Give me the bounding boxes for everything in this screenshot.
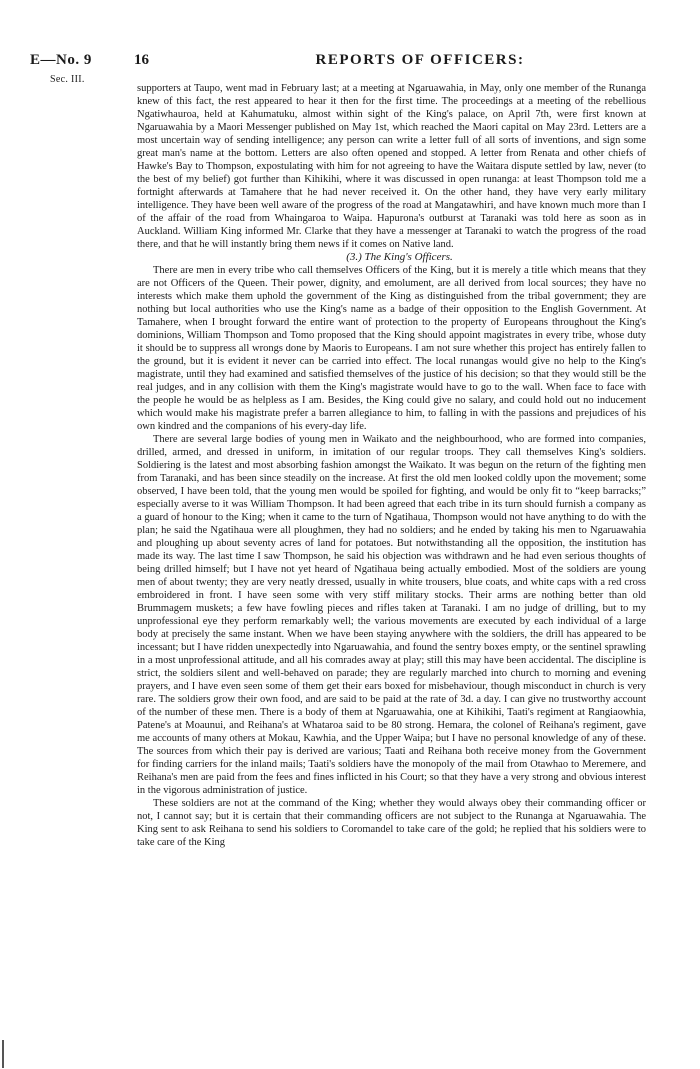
page-title: REPORTS OF OFFICERS: bbox=[315, 52, 525, 68]
paragraph-4: These soldiers are not at the command of the King; whether they would always obey their commanding officer or not, I cannot say; but it is certain that their commanding officers are not subject to the Runanga at Ngaruawahia. The King sent to ask Reihana to send his soldiers to Coromandel to take care of the gold; he replied that his soldiers were to take care of the King bbox=[137, 798, 646, 848]
section-heading: (3.) The King's Officers. bbox=[346, 251, 453, 263]
document-id: E—No. 9 bbox=[30, 52, 92, 68]
paragraph-2: There are men in every tribe who call themselves Officers of the King, but it is merely a title which means that they are not Officers of the Queen. Their power, dignity, and emolument, are all derived from local sources; they have no interests which make them uphold the government of the King as distinguished from the tribal government; they are nothing but local authorities who use the King's name as a badge of their opposition to the English Government. At Tamahere, when I brought forward the entire want of protection to the property of Europeans throughout the King's dominions, William Thompson and Tomo proposed that the King should appoint magistrates in every tribe, whose duty it should be to suppress all wrongs done by Maoris to Europeans. I am not sure whether this project has entirely fallen to the ground, but it is evident it never can be carried into effect. The local runangas would give no help to the King's magistrate, until they had examined and satisfied themselves of the justice of his decision; so that they would still be the real judges, and in any collision with them the King's magistrate would have to go to the wall. When face to face with the people he would be as helpless as I am. Besides, the King could give no salary, and could hold out no inducement which would make his magistrate prefer a barren allegiance to him, to falling in with the passions and prejudices of his own kindred and the companions of his every-day life. bbox=[137, 265, 646, 432]
margin-mark bbox=[2, 1040, 4, 1068]
page-number: 16 bbox=[134, 52, 149, 68]
section-label: Sec. III. bbox=[50, 74, 85, 85]
body-text bbox=[137, 82, 646, 849]
paragraph-3: There are several large bodies of young men in Waikato and the neighbourhood, who are formed into companies, drilled, armed, and dressed in uniform, in imitation of our regular troops. They call themselves King's soldiers. Soldiering is the latest and most absorbing fashion amongst the Waikato. It was begun on the return of the fighting men from Taranaki, and has been since steadily on the increase. At first the old men looked coldly upon the movement; some observed, I have been told, that the young men would be spoiled for fighting, and would be only fit to “keep barracks;” especially averse to it was William Thompson. It had been agreed that each tribe in its turn should furnish a company as a guard of honour to the King; when it came to the turn of Ngatihaua, Thompson would not have anything to do with the plan; he said the Ngatihaua were all ploughmen, they had no soldiers; and he ended by taking his men to Ngaruawahia and ploughing up about seventy acres of land for potatoes. But notwithstanding all the opposition, the institution has made its way. The last time I saw Thompson, he said his objection was withdrawn and he had even serious thoughts of being drilled himself; but I have not yet heard of Ngatihaua being actually embodied. Most of the soldiers are young men of about twenty; they are very neatly dressed, usually in white trousers, blue coats, and white caps with a red cross embroidered in front. I have seen some with very stiff military stocks. Their arms are nothing better than old Brummagem muskets; a few have fowling pieces and rifles taken at Taranaki. I am no judge of drilling, but to my unprofessional eye they perform remarkably well; the various movements are executed by each individual of a large body at precisely the same instant. When we have been staying anywhere with the soldiers, the drill has appeared to be incessant; but I have ridden unexpectedly into Ngaruawahia, and found the sentry boxes empty, or the sentinel sprawling in a most unprofessional attitude, and all his comrades away at play; still this may have been accidental. The discipline is strict, the soldiers silent and well-behaved on parade; they are regularly marched into church to morning and evening prayers, and I have even seen some of them get their ears boxed for misbehaviour, though misconduct in church is very rare. The soldiers grow their own food, and are said to be paid at the rate of 3d. a day. I can give no trustworthy account of the number of these men. There is a body of them at Ngaruawahia, one at Kihikihi, Taati's regiment at Rangiaowhia, Patene's at Moaunui, and Reihana's at Whataroa said to be 80 strong. Hemara, the colonel of Reihana's regiment, gave me accounts of many others at Mokau, Kawhia, and the Upper Waipa; but I have no personal knowledge of any of these. The sources from which their pay is derived are various; Taati and Reihana both receive money from the Government for finding carriers for the inland mails; Taati's soldiers have the monopoly of the mail from Otawhao to Meremere, and Reihana's men are paid from the fees and fines inflicted in his Court; so that they have a very strong and obvious interest in the vigorous administration of justice. bbox=[137, 434, 646, 796]
paragraph-1: supporters at Taupo, went mad in February last; at a meeting at Ngaruawahia, in May, only one member of the Runanga knew of this fact, the rest appeared to hear it then for the first time. The proceedings at a meeting of the rebellious Ngatiwhauroa, held at Kahumatuku, almost within sight of the King's palace, on April 7th, were first known at Ngaruawahia by a Maori Messenger published on May 1st, which reached the Maori capital on May 23rd. Letters are a most uncertain way of sending intelligence; any person can write a letter full of all sorts of inventions, and sign some great man's name at the bottom. Letters are also often opened and stopped. A letter from Renata and other chiefs of Hawke's Bay to Thompson, expostulating with him for not agreeing to have the Waitara dispute settled by law, never (to the best of my belief) got further than Kihikihi, where it was discussed in open runanga: at least Thompson told me a fortnight afterwards at Tamahere that he had never received it. On the other hand, they have very early military intelligence. They have been well aware of the progress of the road at Mangatawhiri, and have known much more than I of the affair of the road from Whaingaroa to Waipa. Hapurona's outburst at Taranaki was told here as soon as in Auckland. William King informed Mr. Clarke that they have a messenger at Taranaki to watch the progress of the road there, and that he will instantly bring them news if it comes on Native land. bbox=[137, 83, 646, 250]
